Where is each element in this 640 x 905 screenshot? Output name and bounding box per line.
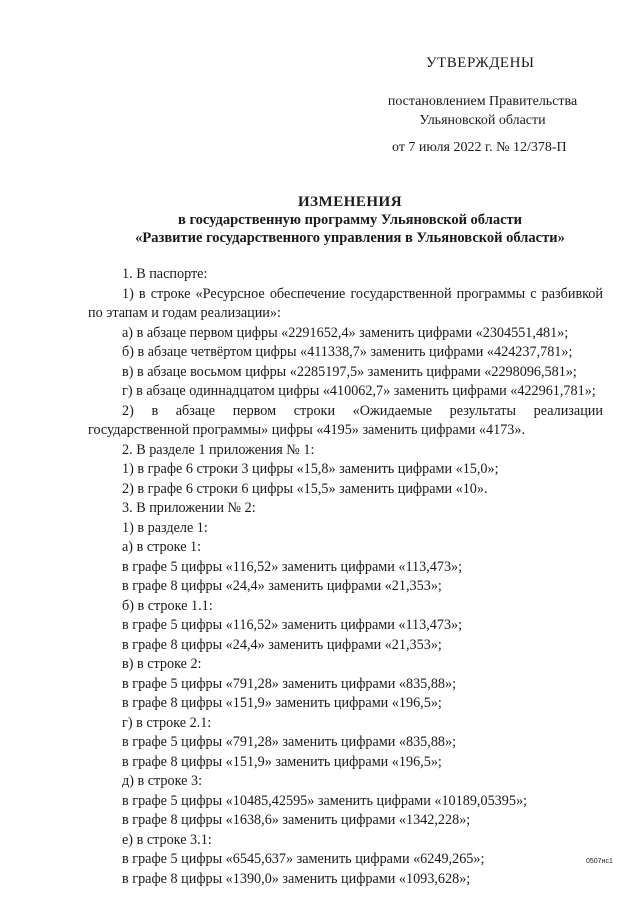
paragraph: г) в абзаце одиннадцатом цифры «410062,7» заменить цифрами «422961,781»; [122, 383, 596, 399]
paragraph: в графе 5 цифры «10485,42595» заменить цифрами «10189,05395»; [122, 792, 527, 809]
paragraph: д) в строке 3: [122, 773, 203, 789]
title-line-2: в государственную программу Ульяновской области [177, 212, 522, 228]
title-line-3: «Развитие государственного управления в Ульяновской области» [135, 230, 565, 246]
paragraph: 1) в строке «Ресурсное обеспечение государственной программы с разбивкой по этапам и годам реализации»: [88, 285, 603, 321]
paragraph: в графе 5 цифры «791,28» заменить цифрами «835,88»; [122, 734, 457, 750]
approved-stamp: УТВЕРЖДЕНЫ [426, 55, 535, 71]
decree-reference [380, 92, 585, 130]
paragraph: в графе 8 цифры «151,9» заменить цифрами «196,5»; [122, 695, 442, 711]
paragraph: б) в абзаце четвёртом цифры «411338,7» заменить цифрами «424237,781»; [122, 344, 573, 360]
paragraph: в графе 5 цифры «791,28» заменить цифрами «835,88»; [122, 675, 457, 692]
paragraph: а) в абзаце первом цифры «2291652,4» заменить цифрами «2304551,481»; [122, 324, 569, 341]
paragraph: 3. В приложении № 2: [122, 500, 256, 516]
paragraph: б) в строке 1.1: [122, 597, 213, 614]
paragraph: е) в строке 3.1: [122, 831, 212, 848]
paragraph: в графе 5 цифры «6545,637» заменить цифрами «6249,265»; [122, 851, 485, 867]
paragraph: 2) в абзаце первом строки «Ожидаемые результаты реализации государственной программы» цифры «4195» заменить цифрами «4173». [88, 402, 603, 438]
paragraph: в графе 5 цифры «116,52» заменить цифрами «113,473»; [122, 558, 463, 575]
paragraph: 1) в графе 6 строки 3 цифры «15,8» заменить цифрами «15,0»; [122, 461, 499, 477]
decree-date: от 7 июля 2022 г. № 12/378-П [392, 140, 567, 155]
paragraph: в графе 5 цифры «116,52» заменить цифрами «113,473»; [122, 617, 463, 633]
document-code: 0507нс1 [586, 858, 613, 865]
paragraph: 1) в разделе 1: [122, 519, 208, 536]
paragraph: в) в строке 2: [122, 656, 202, 672]
paragraph: в графе 8 цифры «24,4» заменить цифрами «21,353»; [122, 578, 442, 594]
paragraph: 2) в графе 6 строки 6 цифры «15,5» заменить цифрами «10». [122, 480, 488, 497]
paragraph: в графе 8 цифры «24,4» заменить цифрами «21,353»; [122, 636, 442, 653]
paragraph: а) в строке 1: [122, 539, 202, 555]
title-line-1: ИЗМЕНЕНИЯ [297, 194, 403, 210]
decree-line-1: постановлением Правительства [387, 94, 578, 109]
paragraph: г) в строке 2.1: [122, 714, 212, 731]
decree-line-2: Ульяновской области [419, 113, 546, 128]
paragraph: в графе 8 цифры «1638,6» заменить цифрами «1342,228»; [122, 812, 471, 828]
paragraph: 1. В паспорте: [122, 266, 208, 282]
paragraph: в графе 8 цифры «1390,0» заменить цифрами «1093,628»; [122, 870, 471, 887]
document-title [100, 193, 600, 247]
document-body [88, 265, 603, 889]
paragraph: в графе 8 цифры «151,9» заменить цифрами «196,5»; [122, 753, 442, 770]
paragraph: 2. В разделе 1 приложения № 1: [122, 441, 315, 458]
paragraph: в) в абзаце восьмом цифры «2285197,5» заменить цифрами «2298096,581»; [122, 363, 577, 380]
